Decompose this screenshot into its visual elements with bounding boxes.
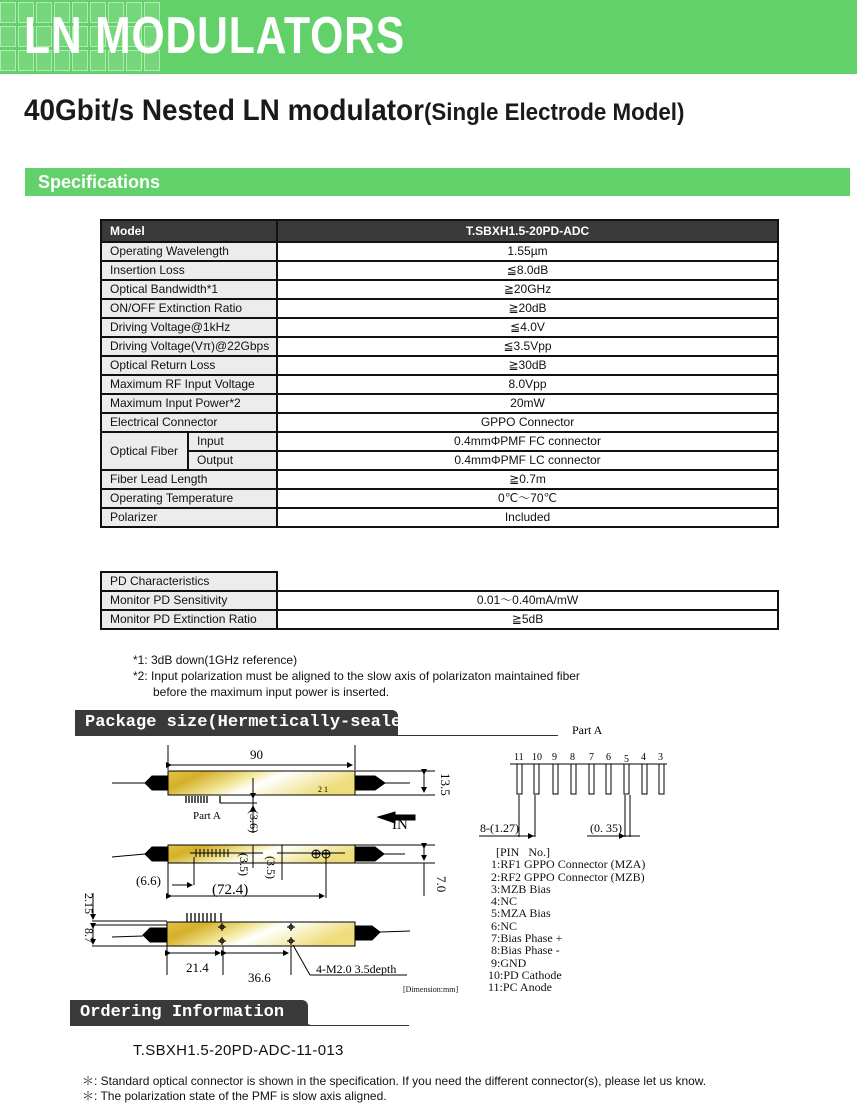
spec-value: 0℃～70℃	[277, 489, 778, 508]
ordering-part-number: T.SBXH1.5-20PD-ADC-11-013	[133, 1042, 344, 1059]
part-a-label: Part A	[193, 810, 221, 822]
spec-value: 1.55µm	[277, 242, 778, 261]
pin-item: 4:NC	[488, 894, 518, 909]
spec-label: Operating Temperature	[101, 489, 277, 508]
pin-item: 10:PD Cathode	[488, 967, 562, 982]
spec-label: Optical Bandwidth*1	[101, 280, 277, 299]
spec-value: 0.01～0.40mA/mW	[277, 591, 778, 610]
page-title-sub: (Single Electrode Model)	[423, 99, 685, 126]
fiber-input-label: Input	[188, 432, 277, 451]
spec-label: Insertion Loss	[101, 261, 277, 280]
spec-label: Electrical Connector	[101, 413, 277, 432]
pin-item: 9:GND	[488, 955, 527, 970]
spec-value: ≧20GHz	[277, 280, 778, 299]
pin-item: 2:RF2 GPPO Connector (MZB)	[488, 869, 645, 884]
spec-value: GPPO Connector	[277, 413, 778, 432]
spec-label: Polarizer	[101, 508, 277, 527]
dim-21-4: 21.4	[186, 960, 209, 975]
spec-label: Maximum RF Input Voltage	[101, 375, 277, 394]
dim-3-5a: (3.5)	[237, 853, 251, 876]
in-label: IN	[392, 817, 408, 833]
spec-label: Operating Wavelength	[101, 242, 277, 261]
pin-number: 11	[514, 752, 524, 763]
dim-6-6: (6.6)	[136, 873, 161, 888]
package-size-label: Package size(Hermetically-sealed)	[85, 713, 422, 732]
section-underline	[308, 1025, 409, 1026]
pin-number: 5	[624, 754, 629, 765]
banner-title: LN MODULATORS	[24, 7, 405, 65]
spec-value: ≦4.0V	[277, 318, 778, 337]
footnote: before the maximum input power is inserted.	[153, 685, 390, 699]
pin-number: 10	[532, 752, 542, 763]
spec-value: ≧30dB	[277, 356, 778, 375]
ordering-info-section-header	[70, 1000, 308, 1026]
fiber-input-value: 0.4mmΦPMF FC connector	[277, 432, 778, 451]
pin-label-21: 2 1	[318, 785, 328, 794]
spec-label: Optical Return Loss	[101, 356, 277, 375]
fiber-output-label: Output	[188, 451, 277, 470]
footnote: ＊: The polarization state of the PMF is slow axis aligned.	[82, 1089, 387, 1103]
pin-item: 3:MZB Bias	[488, 881, 551, 896]
pin-item: 11:PC Anode	[488, 980, 552, 995]
spec-label: Driving Voltage(Vπ)@22Gbps	[101, 337, 277, 356]
screw-note: 4-M2.0 3.5depth	[316, 962, 397, 976]
dim-13-5: 13.5	[438, 773, 453, 796]
pin-item: 6:NC	[488, 918, 518, 933]
footnote: *2: Input polarization must be aligned to the slow axis of polarizaton maintained fiber	[133, 669, 580, 683]
pin-item: 1:RF1 GPPO Connector (MZA)	[488, 857, 646, 872]
spec-label: Fiber Lead Length	[101, 470, 277, 489]
part-a-title: Part A	[572, 723, 603, 737]
model-label: Model	[101, 220, 277, 242]
ordering-footnotes	[82, 1074, 706, 1104]
spec-value: ≧20dB	[277, 299, 778, 318]
dim-length: 90	[250, 747, 263, 762]
dim-3-5b: (3.5)	[264, 856, 278, 879]
spec-label: Maximum Input Power*2	[101, 394, 277, 413]
dimension-unit-note: [Dimension:mm]	[403, 985, 459, 994]
pin-number: 4	[641, 752, 646, 763]
spec-value: ≦8.0dB	[277, 261, 778, 280]
pin-list-header: [PIN No.]	[496, 845, 550, 859]
footnote: ＊: Standard optical connector is shown in the specification. If you need the different connector(s), please let us know.	[82, 1074, 707, 1088]
spec-label: Monitor PD Extinction Ratio	[101, 610, 277, 629]
pin-width: (0. 35)	[590, 821, 622, 835]
dim-2-15: 2.15	[82, 893, 96, 914]
pin-number: 7	[589, 752, 594, 763]
spec-label: Monitor PD Sensitivity	[101, 591, 277, 610]
pin-item: 8:Bias Phase -	[488, 943, 560, 958]
spec-value: 8.0Vpp	[277, 375, 778, 394]
pin-number: 3	[658, 752, 663, 763]
spec-label: Driving Voltage@1kHz	[101, 318, 277, 337]
page-title-main: 40Gbit/s Nested LN modulator	[24, 94, 424, 127]
model-value: T.SBXH1.5-20PD-ADC	[277, 220, 778, 242]
pin-number: 6	[606, 752, 611, 763]
spec-label: ON/OFF Extinction Ratio	[101, 299, 277, 318]
dim-36-6: 36.6	[248, 970, 271, 985]
dim-8-7: 8.7	[82, 928, 96, 943]
dim-7-0: 7.0	[434, 876, 449, 893]
ordering-info-label: Ordering Information	[80, 1003, 285, 1022]
fiber-output-value: 0.4mmΦPMF LC connector	[277, 451, 778, 470]
dim-72-4: (72.4)	[212, 882, 249, 898]
optical-fiber-label: Optical Fiber	[101, 432, 188, 470]
spec-value: ≧0.7m	[277, 470, 778, 489]
pin-pitch: 8-(1.27)	[480, 821, 519, 835]
spec-value: ≦3.5Vpp	[277, 337, 778, 356]
pin-number: 9	[552, 752, 557, 763]
spec-value: ≧5dB	[277, 610, 778, 629]
footnote: *1: 3dB down(1GHz reference)	[133, 653, 298, 667]
pin-item: 5:MZA Bias	[488, 906, 551, 921]
dim-3-6: (3.6)	[247, 810, 261, 833]
spec-value: Included	[277, 508, 778, 527]
pin-number: 8	[570, 752, 575, 763]
spec-value: 20mW	[277, 394, 778, 413]
pin-list	[488, 846, 645, 994]
pin-item: 7:Bias Phase +	[488, 931, 563, 946]
specifications-label: Specifications	[38, 172, 161, 192]
pd-header-label: PD Characteristics	[101, 572, 277, 591]
